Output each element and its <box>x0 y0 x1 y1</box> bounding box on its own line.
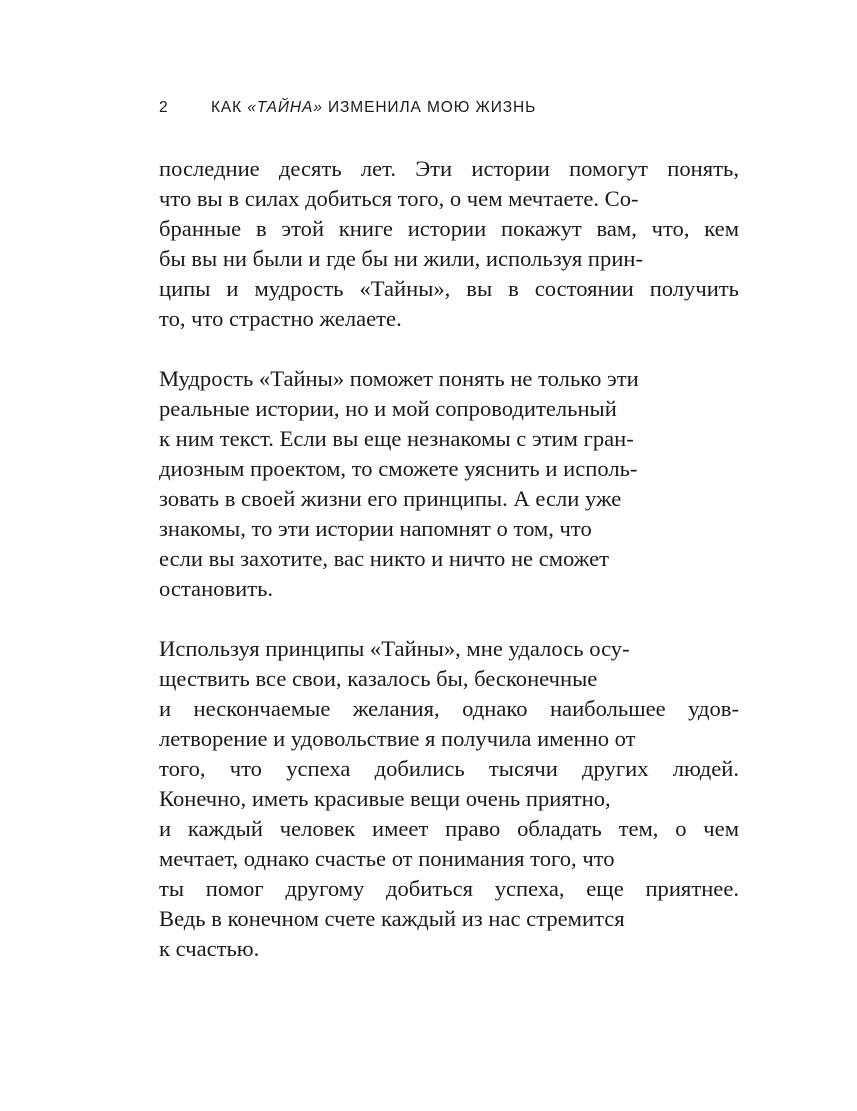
text-line: бы вы ни были и где бы ни жили, используя прин- <box>159 246 644 271</box>
text-line: если вы захотите, вас никто и ничто не сможет <box>159 546 609 571</box>
running-title-before: КАК <box>211 99 248 116</box>
text-line: ты помог другому добиться успеха, еще приятнее. <box>159 876 739 901</box>
text-line: зовать в своей жизни его принципы. А если уже <box>159 486 622 511</box>
paragraph-3 <box>159 634 739 964</box>
paragraph-1 <box>159 154 739 334</box>
text-line: знакомы, то эти истории напомнят о том, что <box>159 516 592 541</box>
running-title-after: ИЗМЕНИЛА МОЮ ЖИЗНЬ <box>322 99 537 116</box>
text-line: и нескончаемые желания, однако наибольшее удов- <box>159 696 739 721</box>
text-line: ществить все свои, казалось бы, бесконечные <box>159 666 598 691</box>
running-title <box>211 99 536 117</box>
text-line: и каждый человек имеет право обладать тем, о чем <box>159 816 739 841</box>
text-line: последние десять лет. Эти истории помогут понять, <box>159 156 739 181</box>
running-title-italic: «ТАЙНА» <box>247 99 323 116</box>
text-line: Ведь в конечном счете каждый из нас стремится <box>159 906 625 931</box>
text-line: бранные в этой книге истории покажут вам, что, кем <box>159 216 739 241</box>
text-line: ципы и мудрость «Тайны», вы в состоянии получить <box>159 276 739 301</box>
text-line: летворение и удовольствие я получила именно от <box>159 726 636 751</box>
text-line: того, что успеха добились тысячи других людей. <box>159 756 739 781</box>
paragraph-2 <box>159 364 739 604</box>
text-line: к счастью. <box>159 936 260 961</box>
text-line: что вы в силах добиться того, о чем мечтаете. Со- <box>159 186 639 211</box>
text-line: диозным проектом, то сможете уяснить и исполь- <box>159 456 638 481</box>
text-line: то, что страстно желаете. <box>159 306 402 331</box>
text-line: к ним текст. Если вы еще незнакомы с этим гран- <box>159 426 634 451</box>
text-line: Конечно, иметь красивые вещи очень приятно, <box>159 786 611 811</box>
running-header <box>159 96 536 120</box>
text-line: мечтает, однако счастье от понимания того, что <box>159 846 615 871</box>
text-line: Мудрость «Тайны» поможет понять не только эти <box>159 366 639 391</box>
page-number: 2 <box>159 99 169 116</box>
text-line: Используя принципы «Тайны», мне удалось осу- <box>159 636 630 661</box>
text-line: реальные истории, но и мой сопроводительный <box>159 396 617 421</box>
body-text <box>159 154 739 994</box>
text-line: остановить. <box>159 576 274 601</box>
